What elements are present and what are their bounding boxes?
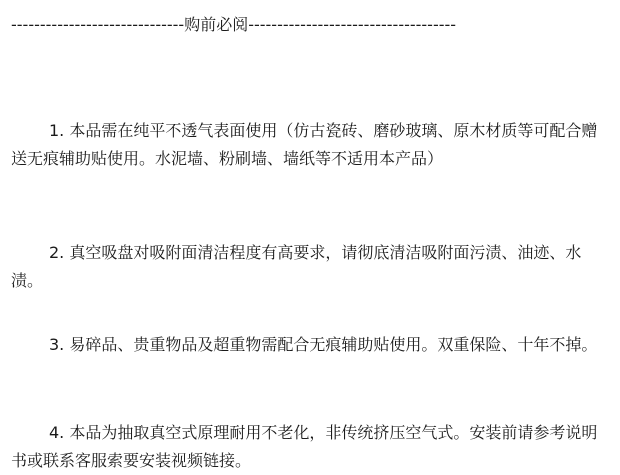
header-divider-title: ------------------------------购前必阅------------------------------------ [11,15,457,34]
notice-item-4: 4. 本品为抽取真空式原理耐用不老化，非传统挤压空气式。安装前请参考说明书或联系客服索要安装视频链接。 [11,423,598,470]
notice-item-2: 2. 真空吸盘对吸附面清洁程度有高要求，请彻底清洁吸附面污渍、油迹、水渍。 [11,243,582,290]
notice-item-3: 3. 易碎品、贵重物品及超重物需配合无痕辅助贴使用。双重保险、十年不掉。 [49,335,598,354]
notice-item-1: 1. 本品需在纯平不透气表面使用（仿古瓷砖、磨砂玻璃、原木材质等可配合赠送无痕辅助贴使用。水泥墙、粉刷墙、墙纸等不适用本产品） [11,121,598,168]
